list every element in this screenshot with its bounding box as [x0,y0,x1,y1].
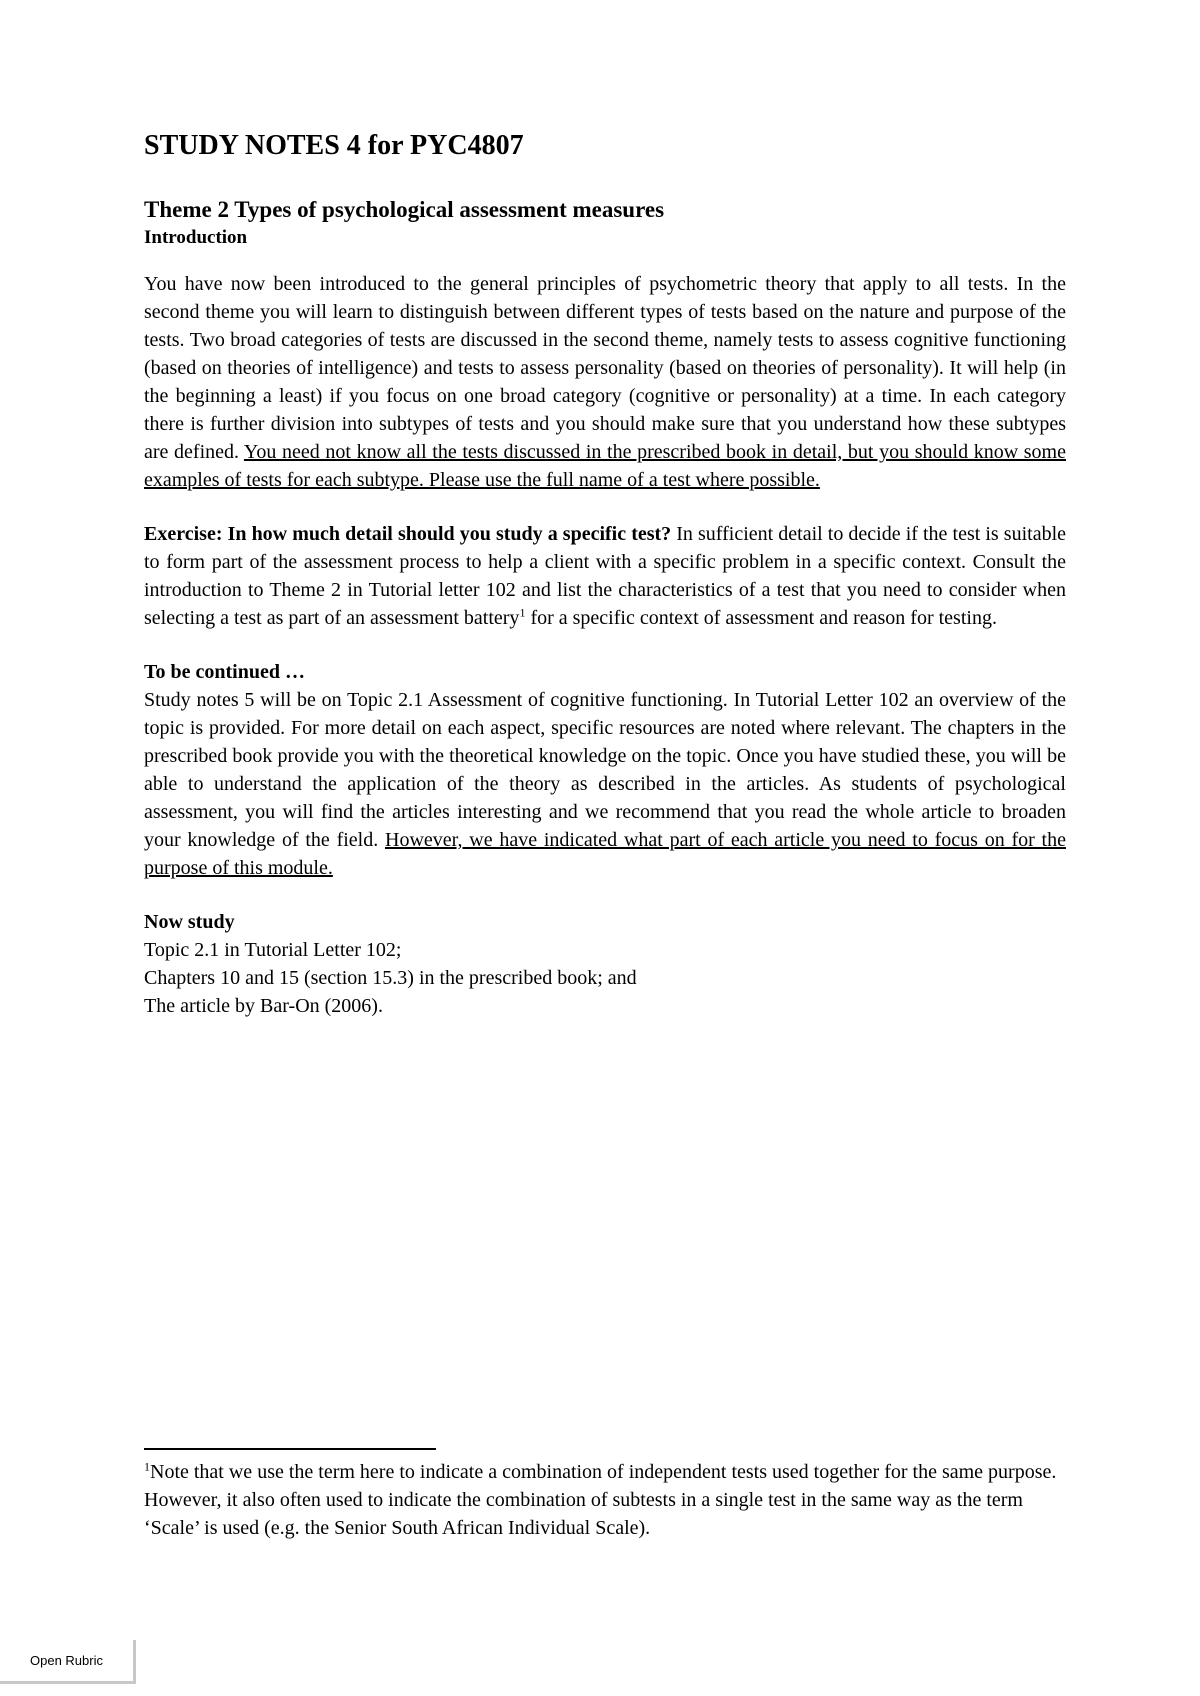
intro-heading: Introduction [144,227,248,248]
intro-text: You have now been introduced to the general principles of psychometric theory that apply to all tests. In the second theme you will learn to distinguish between different types of tests based on the nature and purpose of the tests. Two broad categories of tests are discussed in the second theme, namely tests to assess cognitive functioning (based on theories of intelligence) and tests to assess personality (based on theories of personality). It will help (in the beginning a least) if you focus on one broad category (cognitive or personality) at a time. In each category there is further division into subtypes of tests and you should make sure that you understand how these subtypes are defined. [144,273,1066,463]
footnote [144,1458,1066,1542]
now-study-item: The article by Bar-On (2006). [144,995,383,1017]
exercise-text-end: for a specific context of assessment and reason for testing. [525,607,997,629]
exercise-question: Exercise: In how much detail should you study a specific test? [144,523,672,545]
continued-text: Study notes 5 will be on Topic 2.1 Assessment of cognitive functioning. In Tutorial Letter 102 an overview of the topic is provided. For more detail on each aspect, specific resources are noted where relevant. The chapters in the prescribed book provide you with the theoretical knowledge on the topic. Once you have studied these, you will be able to understand the application of the theory as described in the articles. As students of psychological assessment, you will find the articles interesting and we recommend that you read the whole article to broaden your knowledge of the field. [144,689,1066,851]
open-rubric-label: Open Rubric [30,1653,103,1668]
open-rubric-button[interactable] [0,1640,136,1684]
theme-title: Theme 2 Types of psychological assessment measures [144,197,665,222]
document-title: STUDY NOTES 4 for PYC4807 [144,130,524,161]
continued-underlined-text: However, we have indicated what part of each article you need to focus on for the purpose of this module. [144,829,1066,879]
continued-heading: To be continued … [144,661,305,683]
footnote-reference[interactable]: 1 [519,605,526,620]
now-study-item: Chapters 10 and 15 (section 15.3) in the prescribed book; and [144,967,637,989]
footnote-divider [144,1448,436,1450]
intro-paragraph [144,270,1066,494]
continued-paragraph [144,686,1066,882]
footnote-mark: 1 [144,1459,150,1474]
document-page [144,130,1066,1020]
exercise-paragraph [144,520,1066,632]
now-study-item: Topic 2.1 in Tutorial Letter 102; [144,939,402,961]
intro-underlined-text: You need not know all the tests discussed in the prescribed book in detail, but you should know some examples of tests for each subtype. Please use the full name of a test where possible. [144,441,1066,491]
footnote-text: Note that we use the term here to indicate a combination of independent tests used together for the same purpose. However, it also often used to indicate the combination of subtests in a single test in the same way as the term ‘Scale’ is used (e.g. the Senior South African Individual Scale). [144,1461,1057,1539]
now-study-heading: Now study [144,911,235,933]
exercise-text: In sufficient detail to decide if the test is suitable to form part of the assessment process to help a client with a specific problem in a specific context. Consult the introduction to Theme 2 in Tutorial letter 102 and list the characteristics of a test that you need to consider when selecting a test as part of an assessment battery [144,523,1067,629]
